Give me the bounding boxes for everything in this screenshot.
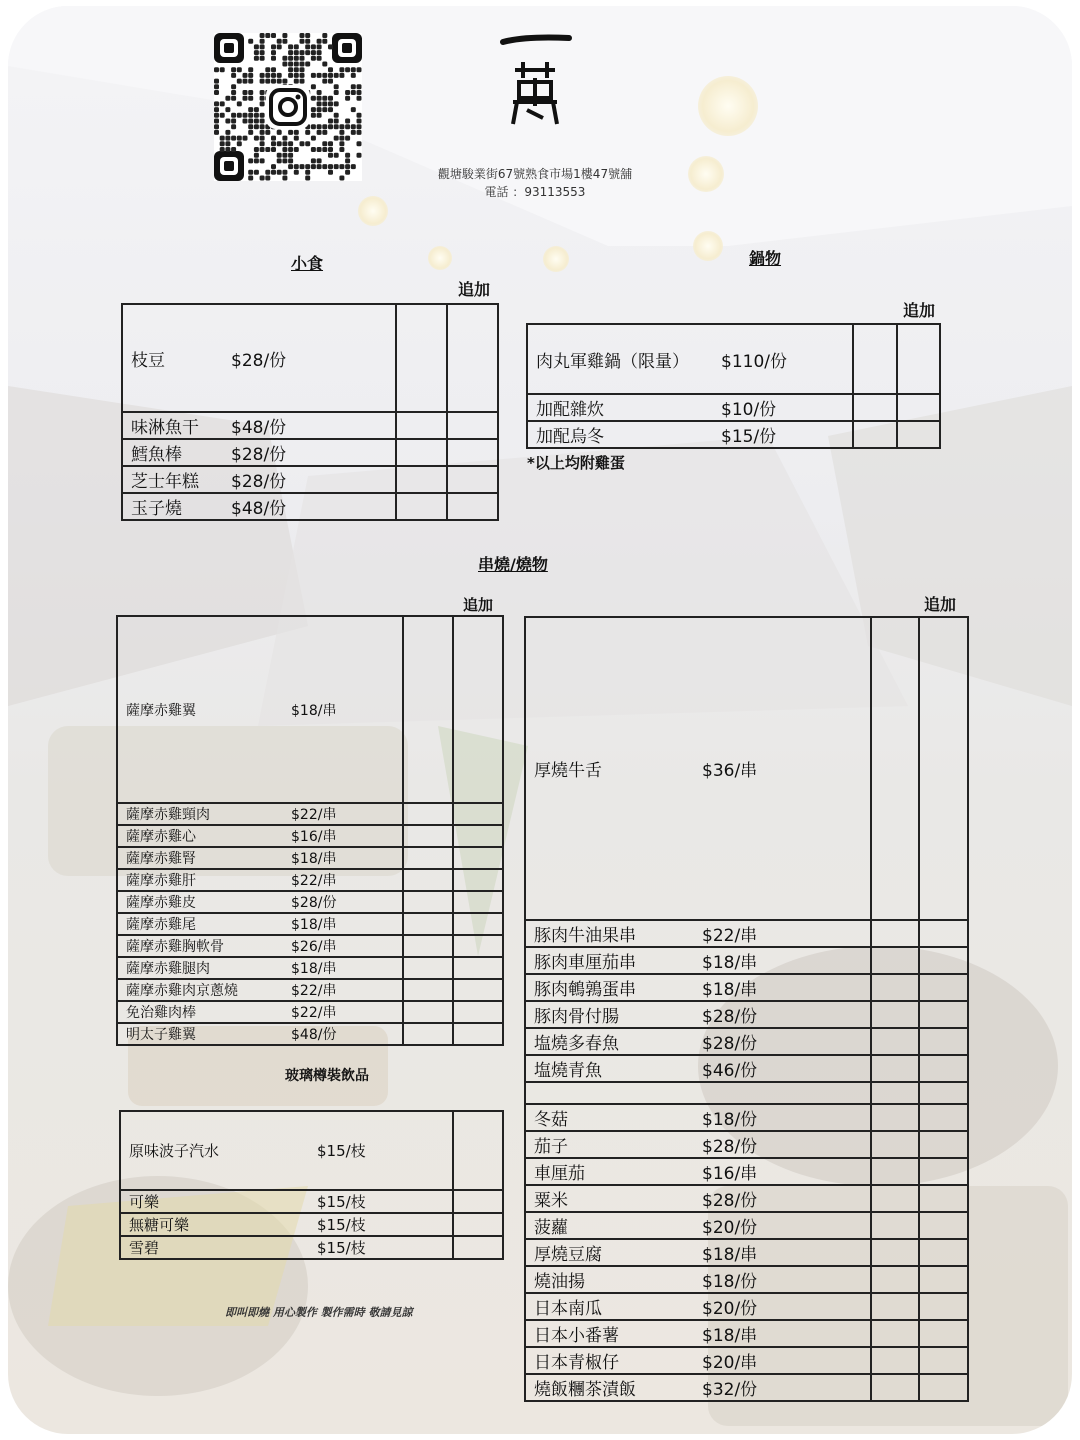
menu-item-cell xyxy=(117,1001,403,1023)
skewers-left-table xyxy=(116,615,504,1046)
add-on-checkbox-cell[interactable] xyxy=(897,421,940,448)
menu-item-cell xyxy=(117,869,403,891)
add-on-checkbox-cell[interactable] xyxy=(919,1055,968,1082)
menu-row xyxy=(122,439,498,466)
item-price: $18/份 xyxy=(702,1272,758,1292)
add-on-checkbox-cell[interactable] xyxy=(453,1190,503,1213)
add-on-checkbox-cell[interactable] xyxy=(871,947,920,974)
add-on-checkbox-cell[interactable] xyxy=(853,324,896,394)
menu-item-cell xyxy=(525,1158,871,1185)
add-on-checkbox-cell[interactable] xyxy=(919,1028,968,1055)
menu-item-cell xyxy=(117,935,403,957)
add-on-checkbox-cell[interactable] xyxy=(447,412,498,439)
menu-item-cell xyxy=(122,466,396,493)
add-on-checkbox-cell[interactable] xyxy=(919,947,968,974)
menu-row xyxy=(525,1293,968,1320)
menu-item-cell xyxy=(117,825,403,847)
hotpot-table xyxy=(526,323,941,449)
menu-item-cell xyxy=(525,1374,871,1401)
item-price: $18/串 xyxy=(291,702,337,719)
add-on-checkbox-cell[interactable] xyxy=(453,957,503,979)
add-on-checkbox-cell[interactable] xyxy=(403,957,453,979)
add-on-checkbox-cell[interactable] xyxy=(403,869,453,891)
item-price: $22/串 xyxy=(702,926,758,946)
add-on-checkbox-cell[interactable] xyxy=(919,1374,968,1401)
item-name: 玉子燒 xyxy=(131,499,182,519)
address-text: 觀塘駿業街67號熟食市場1樓47號舖 xyxy=(437,167,633,181)
item-price: $18/串 xyxy=(291,851,337,867)
menu-item-cell xyxy=(525,1131,871,1158)
menu-item-cell xyxy=(525,1185,871,1212)
item-name: 雪碧 xyxy=(129,1239,160,1257)
item-name: 薩摩赤雞腎 xyxy=(126,851,196,867)
item-name: 燒飯糰茶漬飯 xyxy=(534,1380,636,1400)
item-price: $20/份 xyxy=(702,1218,758,1238)
skewers-right-table xyxy=(524,616,969,1402)
item-price: $48/份 xyxy=(291,1027,337,1043)
item-name: 加配雜炊 xyxy=(536,400,604,420)
add-on-checkbox-cell[interactable] xyxy=(453,1001,503,1023)
add-on-checkbox-cell[interactable] xyxy=(453,1236,503,1259)
menu-row xyxy=(525,1001,968,1028)
item-name: 厚燒牛舌 xyxy=(534,761,602,781)
drinks-title: 玻璃樽裝飲品 xyxy=(285,1068,369,1084)
menu-row xyxy=(117,1001,503,1023)
item-name: 日本小番薯 xyxy=(534,1326,619,1346)
menu-row xyxy=(117,891,503,913)
item-price: $28/份 xyxy=(291,895,337,911)
menu-row xyxy=(117,847,503,869)
lamp-light xyxy=(428,246,452,270)
lamp-light xyxy=(358,196,388,226)
item-name: 枝豆 xyxy=(131,350,165,371)
menu-row xyxy=(525,974,968,1001)
lamp-light xyxy=(543,246,569,272)
instagram-qr-code[interactable] xyxy=(214,33,362,181)
add-on-checkbox-cell[interactable] xyxy=(919,1131,968,1158)
menu-item-cell xyxy=(122,493,396,520)
add-on-checkbox-cell[interactable] xyxy=(403,1023,453,1045)
menu-item-cell xyxy=(525,974,871,1001)
item-name: 薩摩赤雞肉京蔥燒 xyxy=(126,983,238,999)
add-on-checkbox-cell[interactable] xyxy=(919,1185,968,1212)
item-name: 菠蘿 xyxy=(534,1218,568,1238)
menu-row xyxy=(117,803,503,825)
item-price: $46/份 xyxy=(702,1061,758,1081)
menu-row xyxy=(120,1236,503,1259)
item-price: $22/串 xyxy=(291,1005,337,1021)
item-price: $20/份 xyxy=(702,1299,758,1319)
item-price: $22/串 xyxy=(291,873,337,889)
item-name: 無糖可樂 xyxy=(129,1216,190,1234)
item-name: 薩摩赤雞翼 xyxy=(126,702,196,719)
add-on-checkbox-cell[interactable] xyxy=(871,1185,920,1212)
item-price: $48/份 xyxy=(231,418,287,438)
menu-item-cell xyxy=(525,1212,871,1239)
add-on-checkbox-cell[interactable] xyxy=(919,1082,968,1104)
hotpot-note: *以上均附雞蛋 xyxy=(527,454,625,472)
add-on-checkbox-cell[interactable] xyxy=(871,974,920,1001)
add-on-checkbox-cell[interactable] xyxy=(919,920,968,947)
item-name: 肉丸軍雞鍋（限量） xyxy=(536,351,689,372)
add-on-checkbox-cell[interactable] xyxy=(871,1082,920,1104)
menu-row xyxy=(525,1028,968,1055)
menu-row xyxy=(120,1213,503,1236)
add-on-checkbox-cell[interactable] xyxy=(403,803,453,825)
add-on-checkbox-cell[interactable] xyxy=(403,979,453,1001)
add-on-checkbox-cell[interactable] xyxy=(396,439,447,466)
item-price: $18/串 xyxy=(702,980,758,1000)
add-on-checkbox-cell[interactable] xyxy=(403,913,453,935)
item-name: 薩摩赤雞皮 xyxy=(126,895,196,911)
add-on-checkbox-cell[interactable] xyxy=(453,869,503,891)
add-on-checkbox-cell[interactable] xyxy=(871,1055,920,1082)
menu-item-cell xyxy=(117,803,403,825)
add-on-checkbox-cell[interactable] xyxy=(871,1239,920,1266)
add-on-checkbox-cell[interactable] xyxy=(453,1111,503,1190)
menu-row xyxy=(117,869,503,891)
item-name: 薩摩赤雞腿肉 xyxy=(126,961,210,977)
menu-item-cell xyxy=(525,1104,871,1131)
add-on-checkbox-cell[interactable] xyxy=(919,1266,968,1293)
menu-item-cell xyxy=(527,421,853,448)
menu-row xyxy=(122,304,498,412)
item-price: $36/串 xyxy=(702,761,758,781)
menu-row xyxy=(122,466,498,493)
add-on-checkbox-cell[interactable] xyxy=(447,466,498,493)
menu-item-cell xyxy=(525,947,871,974)
menu-item-cell xyxy=(117,979,403,1001)
menu-item-cell xyxy=(525,920,871,947)
add-on-checkbox-cell[interactable] xyxy=(447,493,498,520)
item-name: 薩摩赤雞肝 xyxy=(126,873,196,889)
menu-item-cell xyxy=(525,1082,871,1104)
item-name: 豚肉骨付腸 xyxy=(534,1007,619,1027)
item-name: 豚肉牛油果串 xyxy=(534,926,636,946)
item-name: 塩燒青魚 xyxy=(534,1061,602,1081)
add-on-checkbox-cell[interactable] xyxy=(919,617,968,920)
add-on-checkbox-cell[interactable] xyxy=(403,616,453,803)
menu-item-cell xyxy=(525,1347,871,1374)
menu-row xyxy=(525,1320,968,1347)
add-on-checkbox-cell[interactable] xyxy=(453,1023,503,1045)
item-name: 免治雞肉棒 xyxy=(126,1005,196,1021)
menu-row xyxy=(117,1023,503,1045)
menu-row xyxy=(525,1055,968,1082)
add-on-checkbox-cell[interactable] xyxy=(871,1320,920,1347)
add-on-checkbox-cell[interactable] xyxy=(853,394,896,421)
menu-row xyxy=(527,324,940,394)
menu-row xyxy=(117,616,503,803)
hotpot-title: 鍋物 xyxy=(749,249,782,268)
item-price: $110/份 xyxy=(721,351,787,372)
item-price: $32/份 xyxy=(702,1380,758,1400)
snacks-title: 小食 xyxy=(291,254,324,273)
menu-row xyxy=(117,935,503,957)
item-price: $15/份 xyxy=(721,427,777,447)
menu-row xyxy=(120,1190,503,1213)
menu-item-cell xyxy=(525,1293,871,1320)
add-on-checkbox-cell[interactable] xyxy=(919,1158,968,1185)
add-on-checkbox-cell[interactable] xyxy=(871,1131,920,1158)
menu-row xyxy=(525,1158,968,1185)
menu-row xyxy=(525,1374,968,1401)
add-on-checkbox-cell[interactable] xyxy=(453,825,503,847)
item-price: $18/份 xyxy=(702,1110,758,1130)
item-name: 可樂 xyxy=(129,1193,160,1211)
menu-item-cell xyxy=(525,617,871,920)
item-price: $26/串 xyxy=(291,939,337,955)
menu-row xyxy=(525,1239,968,1266)
menu-item-cell xyxy=(122,412,396,439)
add-on-checkbox-cell[interactable] xyxy=(897,394,940,421)
address-block xyxy=(400,165,670,201)
add-on-checkbox-cell[interactable] xyxy=(453,1213,503,1236)
item-name: 日本南瓜 xyxy=(534,1299,602,1319)
menu-row xyxy=(525,1185,968,1212)
add-on-checkbox-cell[interactable] xyxy=(871,617,920,920)
add-on-checkbox-cell[interactable] xyxy=(871,1158,920,1185)
add-on-checkbox-cell[interactable] xyxy=(403,891,453,913)
menu-item-cell xyxy=(122,439,396,466)
item-name: 豚肉鵪鶉蛋串 xyxy=(534,980,636,1000)
item-price: $18/串 xyxy=(291,961,337,977)
menu-row xyxy=(117,825,503,847)
item-name: 粟米 xyxy=(534,1191,568,1211)
item-name: 味淋魚干 xyxy=(131,418,199,438)
item-name: 薩摩赤雞心 xyxy=(126,829,196,845)
item-name: 日本青椒仔 xyxy=(534,1353,619,1373)
menu-item-cell xyxy=(120,1190,453,1213)
menu-row xyxy=(525,1082,968,1104)
add-on-checkbox-cell[interactable] xyxy=(396,412,447,439)
item-price: $16/串 xyxy=(291,829,337,845)
item-price: $28/份 xyxy=(702,1007,758,1027)
add-on-checkbox-cell[interactable] xyxy=(919,1239,968,1266)
item-name: 薩摩赤雞胸軟骨 xyxy=(126,939,224,955)
add-on-checkbox-cell[interactable] xyxy=(447,439,498,466)
menu-item-cell xyxy=(120,1213,453,1236)
restaurant-logo xyxy=(495,30,575,130)
item-price: $15/枝 xyxy=(317,1193,366,1211)
item-name: 車厘茄 xyxy=(534,1164,585,1184)
item-name: 加配烏冬 xyxy=(536,427,604,447)
add-on-checkbox-cell[interactable] xyxy=(396,304,447,412)
snacks-table xyxy=(121,303,499,521)
add-on-checkbox-cell[interactable] xyxy=(853,421,896,448)
skewers-add-label-right: 追加 xyxy=(924,595,957,614)
menu-row xyxy=(525,1212,968,1239)
item-name: 鱈魚棒 xyxy=(131,445,182,465)
menu-item-cell xyxy=(117,1023,403,1045)
add-on-checkbox-cell[interactable] xyxy=(396,466,447,493)
add-on-checkbox-cell[interactable] xyxy=(871,1374,920,1401)
menu-row xyxy=(122,493,498,520)
item-price: $15/枝 xyxy=(317,1239,366,1257)
item-name: 豚肉車厘茄串 xyxy=(534,953,636,973)
add-on-checkbox-cell[interactable] xyxy=(871,1001,920,1028)
phone-text: 電話 ：93113553 xyxy=(484,185,586,199)
add-on-checkbox-cell[interactable] xyxy=(919,1212,968,1239)
add-on-checkbox-cell[interactable] xyxy=(871,920,920,947)
item-price: $28/份 xyxy=(231,472,287,492)
menu-item-cell xyxy=(525,1320,871,1347)
menu-row xyxy=(117,979,503,1001)
item-price: $10/份 xyxy=(721,400,777,420)
menu-row xyxy=(120,1111,503,1190)
menu-item-cell xyxy=(525,1266,871,1293)
add-on-checkbox-cell[interactable] xyxy=(919,1104,968,1131)
menu-row xyxy=(525,1104,968,1131)
item-price: $16/串 xyxy=(702,1164,758,1184)
menu-row xyxy=(122,412,498,439)
add-on-checkbox-cell[interactable] xyxy=(919,1293,968,1320)
menu-item-cell xyxy=(525,1001,871,1028)
add-on-checkbox-cell[interactable] xyxy=(396,493,447,520)
add-on-checkbox-cell[interactable] xyxy=(403,1001,453,1023)
add-on-checkbox-cell[interactable] xyxy=(871,1293,920,1320)
item-name: 薩摩赤雞尾 xyxy=(126,917,196,933)
item-price: $18/串 xyxy=(291,917,337,933)
menu-row xyxy=(525,617,968,920)
add-on-checkbox-cell[interactable] xyxy=(897,324,940,394)
item-price: $18/串 xyxy=(702,953,758,973)
add-on-checkbox-cell[interactable] xyxy=(453,891,503,913)
skewers-add-label-left: 追加 xyxy=(463,596,494,614)
item-name: 塩燒多春魚 xyxy=(534,1034,619,1054)
item-price: $28/份 xyxy=(702,1191,758,1211)
add-on-checkbox-cell[interactable] xyxy=(403,847,453,869)
add-on-checkbox-cell[interactable] xyxy=(453,979,503,1001)
menu-row xyxy=(525,1131,968,1158)
item-price: $15/枝 xyxy=(317,1142,366,1160)
menu-row xyxy=(117,913,503,935)
menu-item-cell xyxy=(117,913,403,935)
add-on-checkbox-cell[interactable] xyxy=(871,1212,920,1239)
lamp-light xyxy=(693,231,723,261)
item-name: 芝士年糕 xyxy=(131,472,199,492)
item-price: $48/份 xyxy=(231,499,287,519)
lamp-light xyxy=(688,156,724,192)
menu-row xyxy=(525,1266,968,1293)
add-on-checkbox-cell[interactable] xyxy=(403,935,453,957)
menu-item-cell xyxy=(527,324,853,394)
add-on-checkbox-cell[interactable] xyxy=(453,803,503,825)
item-name: 茄子 xyxy=(534,1137,568,1157)
add-on-checkbox-cell[interactable] xyxy=(447,304,498,412)
menu-item-cell xyxy=(525,1028,871,1055)
menu-item-cell xyxy=(120,1236,453,1259)
menu-item-cell xyxy=(525,1239,871,1266)
skewers-title: 串燒/燒物 xyxy=(478,555,548,574)
snacks-add-label: 追加 xyxy=(458,280,491,299)
item-price: $22/串 xyxy=(291,807,337,823)
menu-row xyxy=(525,1347,968,1374)
item-price: $28/份 xyxy=(231,350,287,371)
item-price: $18/串 xyxy=(702,1326,758,1346)
menu-item-cell xyxy=(525,1055,871,1082)
menu-item-cell xyxy=(117,847,403,869)
item-price: $28/份 xyxy=(231,445,287,465)
menu-row xyxy=(525,920,968,947)
add-on-checkbox-cell[interactable] xyxy=(919,974,968,1001)
menu-item-cell xyxy=(117,891,403,913)
item-price: $20/串 xyxy=(702,1353,758,1373)
add-on-checkbox-cell[interactable] xyxy=(453,913,503,935)
menu-item-cell xyxy=(122,304,396,412)
add-on-checkbox-cell[interactable] xyxy=(403,825,453,847)
menu-item-cell xyxy=(117,957,403,979)
add-on-checkbox-cell[interactable] xyxy=(871,1347,920,1374)
add-on-checkbox-cell[interactable] xyxy=(453,847,503,869)
item-price: $28/份 xyxy=(702,1137,758,1157)
menu-row xyxy=(527,394,940,421)
add-on-checkbox-cell[interactable] xyxy=(919,1347,968,1374)
add-on-checkbox-cell[interactable] xyxy=(453,935,503,957)
item-price: $22/串 xyxy=(291,983,337,999)
add-on-checkbox-cell[interactable] xyxy=(871,1104,920,1131)
item-name: 薩摩赤雞頸肉 xyxy=(126,807,210,823)
item-name: 冬菇 xyxy=(534,1110,568,1130)
item-name: 燒油揚 xyxy=(534,1272,585,1292)
item-name: 明太子雞翼 xyxy=(126,1027,196,1043)
lamp-light xyxy=(698,76,758,136)
item-name: 原味波子汽水 xyxy=(129,1142,220,1160)
menu-item-cell xyxy=(527,394,853,421)
add-on-checkbox-cell[interactable] xyxy=(453,616,503,803)
item-price: $28/份 xyxy=(702,1034,758,1054)
hotpot-add-label: 追加 xyxy=(903,301,936,320)
footer-note: 即叫即燒 用心製作 製作需時 敬請見諒 xyxy=(225,1306,413,1319)
menu-item-cell xyxy=(117,616,403,803)
menu-row xyxy=(525,947,968,974)
item-name: 厚燒豆腐 xyxy=(534,1245,602,1265)
item-price: $18/串 xyxy=(702,1245,758,1265)
drinks-table xyxy=(119,1110,504,1260)
menu-item-cell xyxy=(120,1111,453,1190)
menu-row xyxy=(117,957,503,979)
menu-row xyxy=(527,421,940,448)
add-on-checkbox-cell[interactable] xyxy=(919,1001,968,1028)
item-price: $15/枝 xyxy=(317,1216,366,1234)
add-on-checkbox-cell[interactable] xyxy=(871,1266,920,1293)
add-on-checkbox-cell[interactable] xyxy=(919,1320,968,1347)
add-on-checkbox-cell[interactable] xyxy=(871,1028,920,1055)
